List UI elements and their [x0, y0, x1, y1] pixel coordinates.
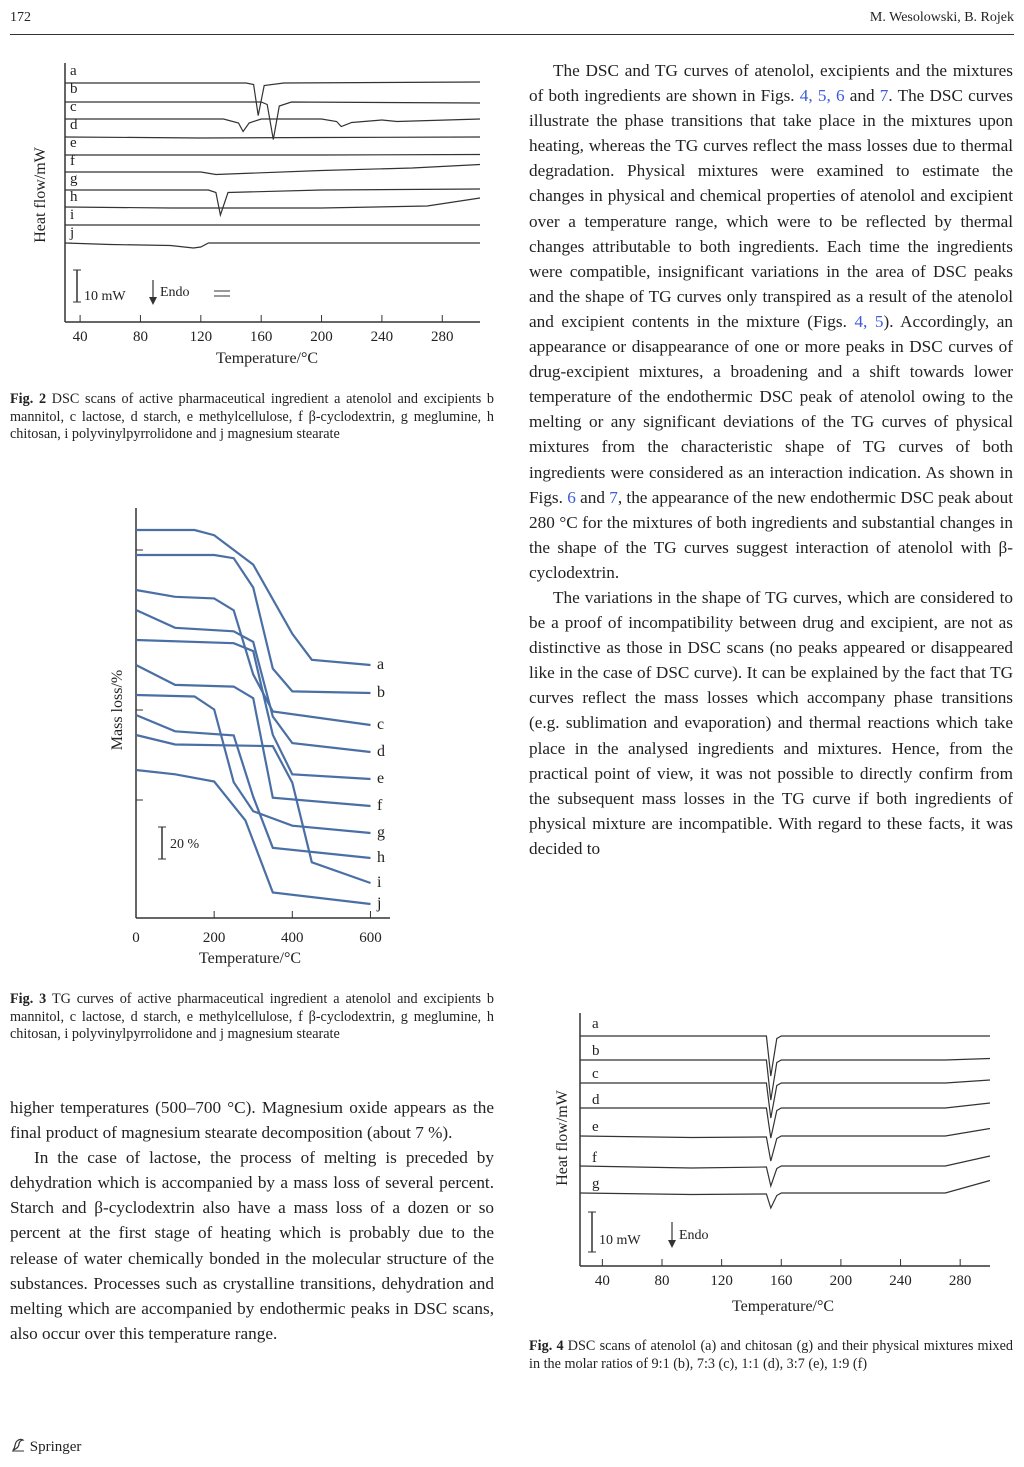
right-paragraph-1: [529, 58, 1013, 585]
fig2-endo-arrow: [149, 280, 157, 305]
fig3-curve-label-c: c: [377, 716, 385, 733]
fig4-xlabel: Temperature/°C: [731, 1298, 835, 1315]
fig4-chart: [545, 1008, 1005, 1320]
fig2-curve-label-e: e: [70, 135, 77, 151]
fig4-curve-label-e: e: [592, 1119, 599, 1135]
p1-and: and: [844, 86, 880, 106]
fig3-xlabel: Temperature/°C: [198, 950, 302, 967]
fig4-scale-label: 10 mW: [599, 1233, 641, 1248]
fig4-curve-d: [580, 1103, 990, 1138]
fig2-curve-label-a: a: [70, 63, 77, 79]
fig3-curve-f: [136, 665, 371, 806]
fig2-scale-bar: [73, 270, 81, 302]
fig2-curve-label-f: f: [70, 153, 75, 169]
fig3-ytick-group: [136, 550, 143, 800]
fig4-xtick-label-160: 160: [770, 1273, 793, 1289]
fig3-curve-g: [136, 695, 371, 833]
fig3-xtick-label-200: 200: [202, 930, 226, 946]
fig3-caption-text: TG curves of active pharmaceutical ingredient a atenolol and excipients b mannitol, c lactose, d starch, e methylcellulose, f β-cyclodextrin, g meglumine, h chitosan, i polyvinylpyrrolidone and j magnesium stearate: [10, 991, 495, 1043]
fig3-curve-label-i: i: [377, 874, 382, 891]
fig3-curve-label-e: e: [377, 770, 385, 787]
figure-ref-4-5[interactable]: 4, 5: [854, 311, 884, 331]
fig4-curve-f: [580, 1156, 990, 1186]
fig4-curve-label-d: d: [592, 1092, 600, 1108]
figure-ref-7b[interactable]: 7: [609, 487, 618, 507]
fig4-endo-label: Endo: [679, 1228, 709, 1243]
fig2-chart: [10, 55, 490, 380]
fig2-curve-g: [65, 189, 480, 215]
fig2-caption: [10, 391, 494, 444]
fig3-ylabel: Mass loss/%: [109, 669, 126, 751]
fig2-curve-a: [65, 82, 480, 116]
fig4-xtick-label-120: 120: [710, 1273, 733, 1289]
figure-ref-4-5-6[interactable]: 4, 5, 6: [799, 86, 845, 106]
fig2-curve-label-j: j: [70, 225, 75, 241]
fig4-curve-g: [580, 1181, 990, 1209]
fig2-xtick-label-280: 280: [431, 329, 454, 345]
fig2-xtick-label-120: 120: [189, 329, 213, 345]
fig4-frame: [580, 1013, 990, 1266]
fig3-curve-label-h: h: [377, 849, 385, 866]
p1-text-b: . The DSC curves illustrate the phase transitions that take place in the mixtures upon heating, whereas the TG curves reflect the mass losses due to thermal degradation. Physical mixtures were examined to estimate the changes in physical and chemical properties of atenolol and excipient over a temperature range, which were to be reflected by thermal changes attributable to both ingredients. Each time the ingredients were compatible, insignificant variations in the area of DSC peaks and the shape of TG curves only transpired as a result of the atenolol and excipient contents in the mixture (Figs.: [529, 86, 1013, 331]
fig4-caption-text: DSC scans of atenolol (a) and chitosan (g) and their physical mixtures mixed in the molar ratios of 9:1 (b), 7:3 (c), 1:1 (d), 3:7 (e), 1:9 (f): [529, 1338, 1014, 1372]
fig3-xtick-label-0: 0: [132, 930, 140, 946]
fig4-curve-label-a: a: [592, 1016, 599, 1032]
fig3-caption-label: Fig. 3: [10, 991, 47, 1007]
fig4-curve-label-b: b: [592, 1043, 600, 1059]
fig4-endo-arrow: [668, 1222, 676, 1248]
fig4-curve-label-c: c: [592, 1066, 599, 1082]
springer-footer: [10, 1437, 81, 1456]
fig4-xtick-label-200: 200: [829, 1273, 853, 1289]
fig4-scale-bar: [588, 1212, 596, 1252]
fig2-xtick-label-80: 80: [132, 329, 148, 345]
left-paragraph-2: In the case of lactose, the process of melting is preceded by dehydration which is accompanied by a mass loss of several percent. Starch and β-cyclodextrin also have a mass loss of a dozen or so percent at the first stage of heating which is probably due to the release of water chemically bonded in the molecular structure of the substances. Processes such as crystalline transitions, dehydration and melting which are accompanied by endothermic peaks in DSC scans, also occur over this temperature range.: [10, 1148, 494, 1343]
springer-logo-icon: [10, 1437, 26, 1453]
fig2-curve-label-c: c: [70, 99, 77, 115]
springer-name: Springer: [29, 1439, 82, 1455]
fig4-curve-e: [580, 1129, 990, 1162]
fig4-curve-label-f: f: [592, 1150, 597, 1166]
fig3-curve-i: [136, 735, 371, 883]
p1-and-2: and: [575, 487, 610, 507]
fig3-scale-bar: [158, 827, 166, 859]
fig4-curve-b: [580, 1059, 990, 1101]
fig2-curve-label-g: g: [70, 171, 78, 187]
fig2-break-marks: [214, 291, 230, 296]
fig2-curve-j: [65, 243, 480, 248]
fig4-curve-label-g: g: [592, 1176, 600, 1192]
fig2-curve-label-h: h: [70, 189, 78, 205]
fig3-curve-label-g: g: [377, 824, 385, 841]
fig2-caption-text: DSC scans of active pharmaceutical ingredient a atenolol and excipients b mannitol, c lactose, d starch, e methylcellulose, f β-cyclodextrin, g meglumine, h chitosan, i polyvinylpyrrolidone and j magnesium stearate: [10, 391, 495, 443]
left-column-text: [10, 1095, 494, 1346]
fig4-xtick-label-80: 80: [654, 1273, 670, 1289]
fig2-curve-c: [65, 119, 480, 132]
page-number: 172: [10, 10, 31, 25]
fig3-xtick-label-600: 600: [359, 930, 382, 946]
fig3-caption: [10, 991, 494, 1044]
right-column-text: [529, 58, 1013, 861]
fig3-curve-label-j: j: [377, 895, 382, 912]
fig2-curve-h: [65, 198, 480, 208]
fig2-xtick-label-160: 160: [249, 329, 273, 345]
fig3-chart: [100, 500, 420, 975]
fig2-curve-e: [65, 155, 480, 156]
p1-text-c: ). Accordingly, an appearance or disappearance of one or more peaks in DSC curves of drug-excipient mixtures, a broadening and a shift towards lower temperature of the endothermic DSC peak of atenolol owing to the melting or any significant deviations of the TG curves of physical mixtures from the characteristic shape of TG curves of both ingredients were considered as an interaction indication. As shown in Figs.: [529, 311, 1013, 507]
fig2-caption-label: Fig. 2: [10, 391, 47, 407]
fig4-xtick-label-280: 280: [948, 1273, 972, 1289]
running-header-authors: M. Wesolowski, B. Rojek: [869, 10, 1014, 25]
fig2-curve-label-i: i: [70, 207, 75, 223]
fig4-caption-label: Fig. 4: [529, 1338, 564, 1354]
fig3-curve-label-a: a: [377, 656, 385, 673]
fig2-curve-label-d: d: [70, 117, 78, 133]
fig3-xtick-label-400: 400: [281, 930, 304, 946]
fig2-xtick-label-240: 240: [370, 329, 394, 345]
p1-text-d: , the appearance of the new endothermic DSC peak about 280 °C for the mixtures of both ingredients and substantial changes in the shape of the TG curves suggest interaction of atenolol with β-cyclodextrin.: [529, 487, 1013, 582]
fig3-curve-label-d: d: [377, 743, 385, 760]
figure-ref-7[interactable]: 7: [879, 86, 889, 106]
right-paragraph-2: The variations in the shape of TG curves, which are considered to be a proof of incompatibility between drug and excipient, are not as distinctive as those in DSC scans (no peaks appeared or disappeared like in the case of DSC curve). It can be explained by the fact that TG curves reflect the mass losses which accompany phase transitions (e.g. sublimation and evaporation) and thermal reactions which take place in the analysed ingredients and mixtures. Hence, from the practical point of view, it was not possible to directly confirm from the subsequent mass losses in the TG curve if both ingredients of physical mixture are incompatible. With regard to these facts, it was decided to: [529, 587, 1013, 858]
fig2-curve-label-b: b: [70, 81, 78, 97]
fig2-curve-f: [65, 165, 480, 175]
fig2-scale-label: 10 mW: [84, 289, 126, 304]
left-paragraph-1: higher temperatures (500–700 °C). Magnesium oxide appears as the final product of magnesium stearate decomposition (about 7 %).: [10, 1098, 494, 1143]
fig4-xtick-label-40: 40: [594, 1273, 610, 1289]
fig3-curve-label-f: f: [377, 797, 383, 814]
fig4-ylabel: Heat flow/mW: [554, 1090, 571, 1186]
fig2-curve-d: [65, 137, 480, 138]
fig2-endo-label: Endo: [160, 285, 190, 300]
p1-text-a: The DSC and TG curves of atenolol, excipients and the mixtures of both ingredients are shown in Figs.: [529, 61, 1013, 106]
fig2-xtick-label-200: 200: [310, 329, 333, 345]
fig4-xtick-label-240: 240: [889, 1273, 912, 1289]
fig4-caption: [529, 1338, 1013, 1373]
figure-ref-6[interactable]: 6: [567, 487, 576, 507]
fig3-scale-label: 20 %: [170, 837, 200, 852]
fig3-curve-label-b: b: [377, 684, 385, 701]
fig3-curve-c: [136, 590, 371, 725]
fig2-xtick-label-40: 40: [72, 329, 88, 345]
fig4-curve-a: [580, 1036, 990, 1076]
fig2-xlabel: Temperature/°C: [215, 350, 319, 367]
fig2-ylabel: Heat flow/mW: [32, 147, 49, 243]
header-rule: [10, 34, 1014, 35]
fig4-curve-c: [580, 1080, 990, 1118]
